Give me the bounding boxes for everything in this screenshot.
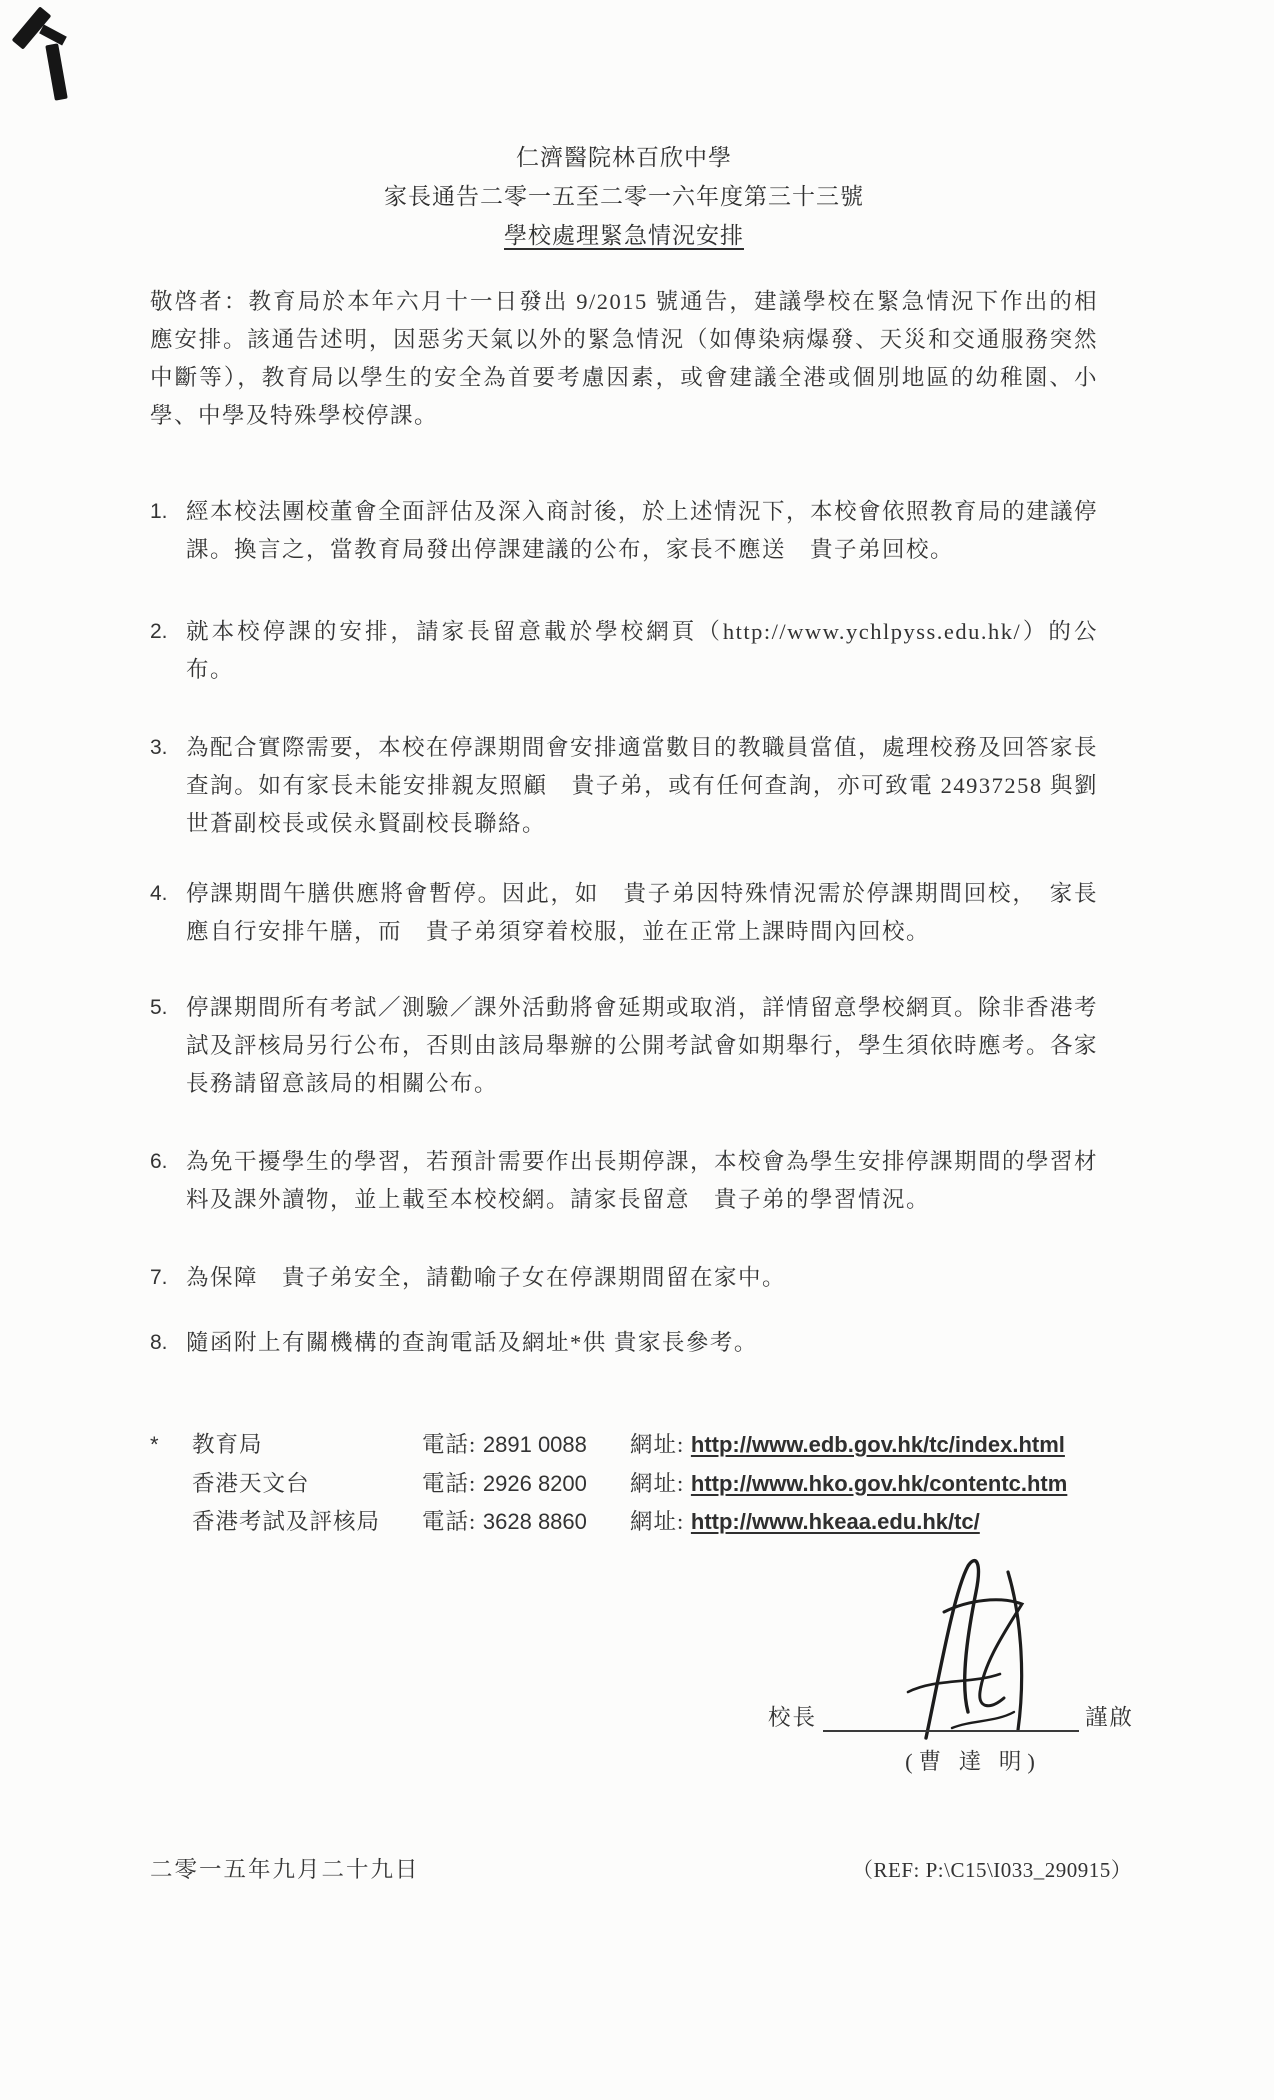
item-number: 8.	[150, 1331, 168, 1354]
agency-url: http://www.hko.gov.hk/contentc.htm	[690, 1470, 1068, 1496]
item-text: 為免干擾學生的學習，若預計需要作出長期停課，本校會為學生安排停課期間的學習材料及課外讀物，並上載至本校校網。請家長留意 貴子弟的學習情況。	[186, 1149, 1099, 1212]
item-number: 5.	[150, 996, 168, 1019]
agency-url: http://www.edb.gov.hk/tc/index.html	[690, 1432, 1065, 1457]
agency-name: 教育局	[192, 1432, 263, 1457]
agency-phone	[422, 1426, 630, 1465]
url-label: 網址:	[630, 1432, 685, 1457]
item-number: 7.	[150, 1266, 168, 1289]
item-text: 經本校法團校董會全面評估及深入商討後，於上述情況下，本校會依照教育局的建議停課。換言之，當教育局發出停課建議的公布，家長不應送 貴子弟回校。	[186, 499, 1099, 562]
item-number: 1.	[150, 500, 168, 523]
school-name: 仁濟醫院林百欣中學	[516, 145, 732, 170]
principal-name: (曹 達 明)	[905, 1749, 1041, 1774]
list-item	[150, 989, 1098, 1103]
agency-contact-list	[150, 1426, 1098, 1542]
closing-label: 謹啟	[1085, 1705, 1135, 1730]
scan-artifact	[45, 43, 68, 100]
list-item	[150, 613, 1098, 689]
agency-row	[150, 1503, 1098, 1542]
list-item	[150, 1259, 1098, 1297]
notice-subject: 學校處理緊急情況安排	[504, 223, 744, 248]
title-block	[150, 138, 1098, 255]
scan-artifact	[39, 24, 67, 45]
agency-row	[150, 1426, 1098, 1465]
tel-number: 2891 0088	[482, 1432, 587, 1457]
footnote-marker: *	[150, 1432, 160, 1457]
principal-label: 校長	[768, 1705, 818, 1730]
item-number: 2.	[150, 620, 168, 643]
agency-name: 香港天文台	[192, 1470, 310, 1496]
agency-row	[150, 1465, 1098, 1504]
item-text: 為配合實際需要，本校在停課期間會安排適當數目的教職員當值，處理校務及回答家長查詢。如有家長未能安排親友照顧 貴子弟，或有任何查詢，亦可致電 24937258 與劉世蒼副校長或侯永賢副校長聯絡。	[186, 735, 1099, 836]
item-number: 6.	[150, 1150, 168, 1173]
agency-phone	[422, 1503, 630, 1542]
item-text: 就本校停課的安排，請家長留意載於學校網頁（http://www.ychlpyss.edu.hk/）的公布。	[186, 619, 1098, 682]
item-text: 隨函附上有關機構的查詢電話及網址*供 貴家長參考。	[186, 1330, 758, 1355]
signature-line	[823, 1700, 1079, 1732]
reference-number: （REF: P:\C15\I033_290915）	[852, 1858, 1133, 1882]
tel-number: 3628 8860	[482, 1509, 587, 1534]
item-text: 停課期間所有考試／測驗／課外活動將會延期或取消，詳情留意學校網頁。除非香港考試及評核局另行公布，否則由該局舉辦的公開考試會如期舉行，學生須依時應考。各家長務請留意該局的相關公布。	[186, 995, 1099, 1096]
agency-website	[630, 1503, 1098, 1542]
list-item	[150, 875, 1098, 951]
list-item	[150, 729, 1098, 843]
agency-url: http://www.hkeaa.edu.hk/tc/	[690, 1509, 980, 1534]
agency-phone	[422, 1465, 630, 1504]
item-number: 4.	[150, 882, 168, 905]
list-item	[150, 493, 1098, 569]
tel-label: 電話:	[422, 1509, 477, 1534]
item-number: 3.	[150, 736, 168, 759]
agency-website	[630, 1465, 1098, 1504]
list-item	[150, 1324, 1098, 1362]
notice-body	[150, 138, 1098, 1542]
list-item	[150, 1143, 1098, 1219]
salutation-paragraph: 敬啓者：教育局於本年六月十一日發出 9/2015 號通告，建議學校在緊急情況下作出的相應安排。該通告述明，因惡劣天氣以外的緊急情況（如傳染病爆發、天災和交通服務突然中斷等），教育局以學生的安全為首要考慮因素，或會建議全港或個別地區的幼稚園、小學、中學及特殊學校停課。	[150, 289, 1098, 428]
url-label: 網址:	[630, 1470, 685, 1496]
agency-name: 香港考試及評核局	[192, 1509, 381, 1534]
url-label: 網址:	[630, 1509, 685, 1534]
tel-label: 電話:	[422, 1432, 477, 1457]
tel-label: 電話:	[422, 1470, 477, 1496]
signature-row	[768, 1700, 1134, 1732]
notice-number-line: 家長通告二零一五至二零一六年度第三十三號	[384, 184, 864, 209]
notice-date: 二零一五年九月二十九日	[150, 1857, 420, 1882]
tel-number: 2926 8200	[482, 1470, 587, 1496]
item-text: 為保障 貴子弟安全，請勸喻子女在停課期間留在家中。	[186, 1265, 787, 1290]
item-text: 停課期間午膳供應將會暫停。因此，如 貴子弟因特殊情況需於停課期間回校， 家長應自行安排午膳，而 貴子弟須穿着校服，並在正常上課時間內回校。	[186, 881, 1098, 944]
agency-website	[630, 1426, 1098, 1465]
